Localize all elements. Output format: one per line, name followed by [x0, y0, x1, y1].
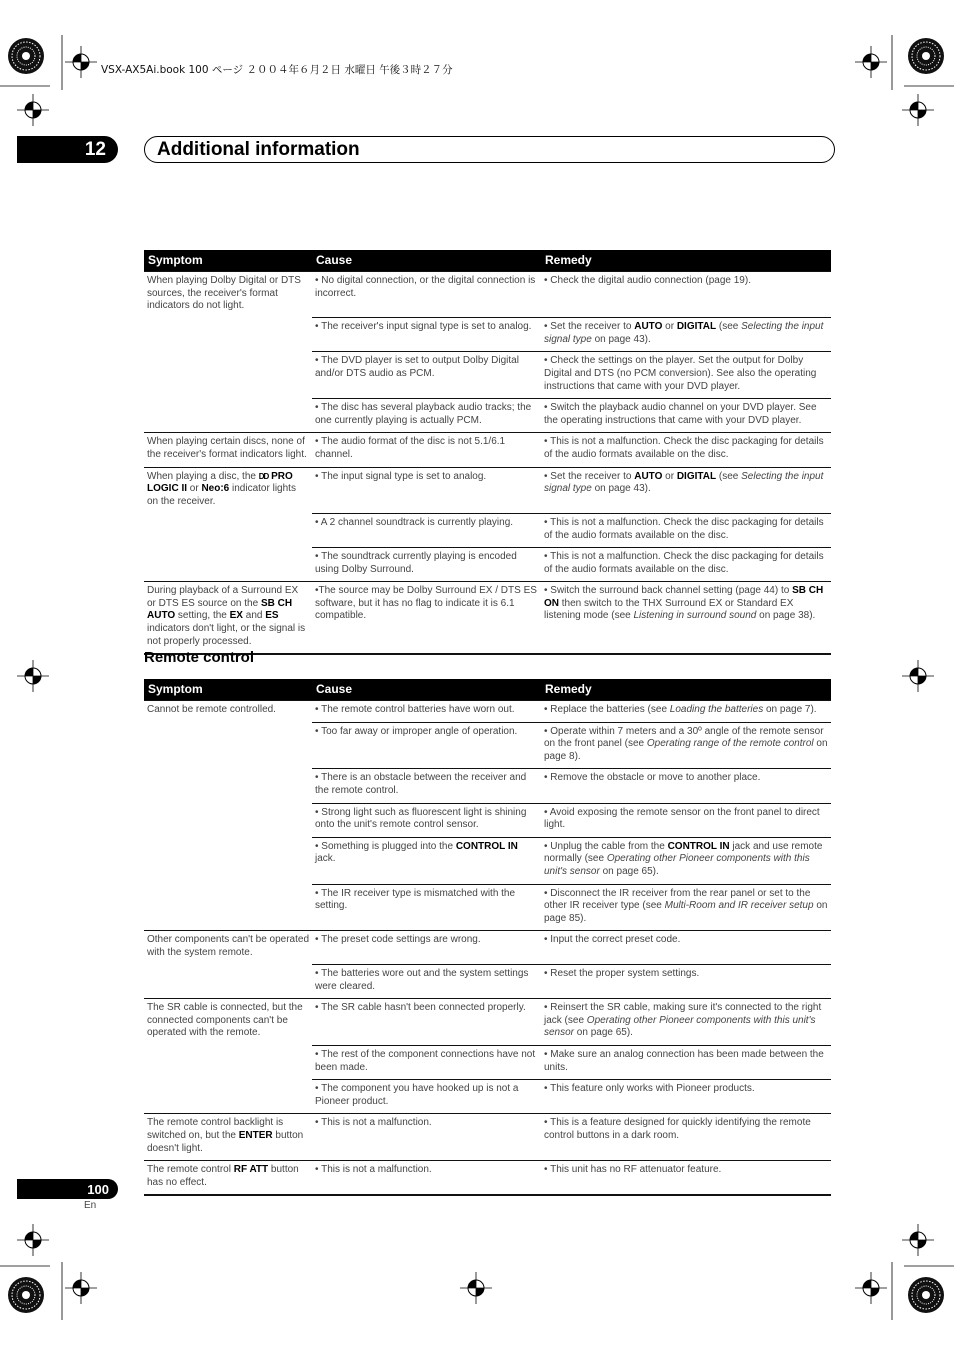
symptom-text: When playing certain discs, none of the receiver's format indicators light. — [147, 436, 307, 461]
registration-target-icon — [908, 1277, 944, 1313]
remedy-cell — [541, 399, 831, 433]
cause-text: • The IR receiver type is mismatched with the setting. — [315, 887, 516, 912]
remedy-text: on page 65). — [574, 1027, 633, 1039]
table-row — [144, 352, 831, 399]
cause-cell — [312, 769, 541, 803]
remedy-text: on page 65). — [599, 865, 659, 877]
cause-text: • The batteries wore out and the system settings were cleared. — [315, 968, 529, 992]
remedy-reference: Selecting the input signal type — [544, 321, 824, 345]
cause-cell — [312, 433, 541, 467]
remedy-reference: Operating other Pioneer components with this unit's sensor — [544, 1014, 816, 1039]
cause-cell — [312, 999, 541, 1046]
cause-text: • The input signal type is set to analog. — [315, 470, 487, 482]
print-header: VSX-AX5Ai.book 100 ページ ２００４年６月２日 水曜日 午後３時２７分 — [101, 64, 453, 76]
cause-cell — [312, 272, 541, 318]
remedy-text: • This is a feature designed for quickly identifying the remote control buttons in a dark room. — [544, 1117, 811, 1141]
crosshair-icon — [17, 1224, 49, 1256]
symptom-cell — [144, 433, 312, 467]
cause-cell — [312, 318, 541, 352]
crosshair-icon — [65, 46, 97, 78]
remedy-text: • Operate within 7 meters and a 30º angle of the remote sensor on the front panel (see — [544, 725, 824, 750]
remedy-text: • This feature only works with Pioneer products. — [544, 1083, 755, 1095]
remote-control-table — [144, 679, 831, 1196]
crosshair-icon — [902, 94, 934, 126]
header-remedy: Remedy — [541, 679, 831, 701]
remedy-text: on page 43). — [591, 333, 651, 345]
table-row — [144, 837, 831, 884]
remedy-keyword: AUTO — [634, 470, 663, 482]
remedy-keyword: CONTROL IN — [667, 840, 730, 852]
table-row — [144, 1114, 831, 1161]
cause-cell — [312, 722, 541, 769]
remedy-cell — [541, 548, 831, 582]
remedy-reference: Selecting the input signal type — [544, 470, 824, 495]
table-row — [144, 433, 831, 467]
table-row — [144, 467, 831, 513]
cause-cell — [312, 701, 541, 723]
symptom-cell — [144, 1114, 312, 1161]
cause-text: • Something is plugged into the — [315, 840, 456, 852]
remedy-text: • Check the settings on the player. Set the output for Dolby Digital and DTS (no PCM conversion). See also the operating instructions that came with your DVD player. — [544, 355, 817, 392]
crosshair-icon — [17, 660, 49, 692]
symptom-keyword: RF ATT — [233, 1164, 269, 1176]
remedy-cell — [541, 352, 831, 399]
remedy-keyword: SB CH ON — [544, 585, 824, 609]
symptom-keyword: ES — [265, 610, 279, 622]
cause-cell — [312, 399, 541, 433]
cause-text: • The preset code settings are wrong. — [315, 934, 481, 946]
cause-text: • This is not a malfunction. — [315, 1117, 432, 1129]
table-row — [144, 582, 831, 654]
table-row — [144, 965, 831, 999]
header-cause: Cause — [312, 250, 541, 272]
cause-cell — [312, 837, 541, 884]
table-row — [144, 931, 831, 965]
remedy-cell — [541, 884, 831, 931]
cause-cell — [312, 965, 541, 999]
crosshair-icon — [902, 1224, 934, 1256]
page-number: 100 — [17, 1179, 118, 1199]
language-label: En — [84, 1200, 97, 1211]
remedy-cell — [541, 931, 831, 965]
registration-target-icon — [8, 1277, 44, 1313]
remedy-text: • This unit has no RF attenuator feature. — [544, 1164, 722, 1176]
crosshair-icon — [855, 1272, 887, 1304]
symptom-text: setting, the — [175, 610, 230, 622]
symptom-text: When playing Dolby Digital or DTS sources, the receiver's format indicators do not light. — [147, 275, 301, 312]
symptom-text: indicator lights on the receiver. — [147, 483, 296, 507]
header-symptom: Symptom — [144, 679, 312, 701]
symptom-text: or — [187, 483, 202, 495]
remedy-text: • Input the correct preset code. — [544, 934, 681, 946]
remedy-text: • Disconnect the IR receiver from the rear panel or set to the other IR receiver type (see — [544, 887, 811, 912]
remedy-text: • Avoid exposing the remote sensor on the front panel to direct light. — [544, 806, 820, 831]
remedy-text: on page 43). — [591, 483, 651, 495]
crosshair-icon — [855, 46, 887, 78]
remedy-reference: Multi-Room and IR receiver setup — [664, 900, 814, 912]
remedy-cell — [541, 837, 831, 884]
cause-text: • There is an obstacle between the receiver and the remote control. — [315, 772, 527, 796]
symptom-keyword: Neo:6 — [201, 483, 230, 495]
remedy-text: (see — [716, 321, 742, 333]
remedy-keyword: DIGITAL — [676, 470, 717, 482]
cause-cell — [312, 931, 541, 965]
troubleshooting-table — [144, 250, 831, 655]
table-row — [144, 513, 831, 547]
cause-text: • The SR cable hasn't been connected properly. — [315, 1002, 526, 1014]
cause-cell — [312, 1080, 541, 1114]
remedy-keyword: AUTO — [634, 321, 663, 333]
table-row — [144, 769, 831, 803]
symptom-text: The remote control — [147, 1164, 234, 1176]
cause-cell — [312, 884, 541, 931]
symptom-text: Other components can't be operated with the system remote. — [147, 934, 310, 958]
cause-text: •The source may be Dolby Surround EX / DTS ES software, but it has no flag to indicate it is 6.1 compatible. — [315, 585, 537, 622]
table-row — [144, 272, 831, 318]
remedy-text: • Switch the playback audio channel on your DVD player. See the operating instructions that came with your DVD player. — [544, 402, 817, 426]
table-header-row — [144, 250, 831, 272]
remedy-text: or — [662, 470, 677, 482]
remedy-text: or — [662, 321, 677, 333]
cause-cell — [312, 352, 541, 399]
cause-text: • This is not a malfunction. — [315, 1164, 432, 1176]
remedy-text: • Reinsert the SR cable, making sure it's connected to the right jack (see — [544, 1002, 822, 1026]
crosshair-icon — [17, 94, 49, 126]
symptom-text: and — [242, 610, 266, 622]
remedy-reference: Operating other Pioneer components with this unit's sensor — [544, 853, 810, 877]
symptom-cell — [144, 931, 312, 965]
remedy-cell — [541, 467, 831, 513]
crosshair-icon — [460, 1272, 492, 1304]
remedy-cell — [541, 701, 831, 723]
remedy-text: • This is not a malfunction. Check the disc packaging for details of the audio formats available on the disc. — [544, 516, 824, 541]
cause-cell — [312, 1114, 541, 1161]
remedy-text: • Remove the obstacle or move to another place. — [544, 772, 761, 784]
symptom-text: When playing a disc, the — [147, 470, 259, 482]
cause-text: • The component you have hooked up is not a Pioneer product. — [315, 1083, 519, 1107]
header-remedy: Remedy — [541, 250, 831, 272]
symptom-text: Cannot be remote controlled. — [147, 704, 276, 715]
remedy-text: • This is not a malfunction. Check the disc packaging for details of the audio formats available on the disc. — [544, 551, 824, 575]
cause-text: • The disc has several playback audio tracks; the one currently playing is actually PCM. — [315, 402, 532, 426]
cause-text: • Too far away or improper angle of operation. — [315, 725, 518, 737]
remedy-cell — [541, 769, 831, 803]
table-row — [144, 399, 831, 433]
cause-text: • The receiver's input signal type is set to analog. — [315, 321, 532, 333]
remedy-cell — [541, 1114, 831, 1161]
cause-cell — [312, 467, 541, 513]
dolby-logo-icon: DD — [258, 471, 269, 481]
symptom-cell — [144, 999, 312, 1046]
remedy-cell — [541, 513, 831, 547]
remedy-cell — [541, 999, 831, 1046]
table-row — [144, 803, 831, 837]
symptom-cell — [144, 1161, 312, 1196]
crosshair-icon — [65, 1272, 97, 1304]
remedy-text: on page 85). — [544, 900, 828, 924]
remedy-text: jack and use remote normally (see — [544, 840, 823, 865]
remedy-text: • Unplug the cable from the — [544, 840, 668, 852]
table-row — [144, 1161, 831, 1196]
remedy-text: • This is not a malfunction. Check the disc packaging for details of the audio formats available on the disc. — [544, 436, 824, 461]
remedy-text: (see — [716, 470, 742, 482]
remedy-text: on page 38). — [756, 610, 816, 622]
remedy-text: on page 7). — [763, 704, 817, 715]
remedy-cell — [541, 1080, 831, 1114]
section-title-remote-control: Remote control — [144, 649, 255, 666]
symptom-cell — [144, 272, 312, 318]
symptom-cell — [144, 467, 312, 513]
symptom-keyword: PRO LOGIC II — [147, 470, 293, 495]
remedy-cell — [541, 803, 831, 837]
table-row — [144, 1080, 831, 1114]
cause-text: • The audio format of the disc is not 5.1/6.1 channel. — [315, 436, 506, 461]
symptom-cell — [144, 582, 312, 654]
remedy-text: on page 8). — [544, 738, 828, 762]
header-symptom: Symptom — [144, 250, 312, 272]
remedy-reference: Loading the batteries — [669, 704, 764, 715]
remedy-text: • Set the receiver to — [544, 470, 635, 482]
remedy-cell — [541, 433, 831, 467]
symptom-cell — [144, 701, 312, 723]
table-row — [144, 1045, 831, 1079]
remedy-keyword: DIGITAL — [676, 321, 717, 333]
table-row — [144, 722, 831, 769]
table-header-row — [144, 679, 831, 701]
remedy-text: • Replace the batteries (see — [544, 704, 670, 715]
remedy-text: • Check the digital audio connection (page 19). — [544, 275, 751, 286]
cause-cell — [312, 1161, 541, 1196]
cause-keyword: CONTROL IN — [455, 840, 518, 852]
symptom-keyword: ENTER — [238, 1129, 273, 1141]
chapter-title: Additional information — [144, 136, 835, 163]
chapter-number-badge: 12 — [17, 136, 118, 163]
table-row — [144, 884, 831, 931]
remedy-cell — [541, 318, 831, 352]
remedy-cell — [541, 965, 831, 999]
symptom-text: button doesn't light. — [147, 1129, 304, 1154]
cause-cell — [312, 1045, 541, 1079]
crosshair-icon — [902, 660, 934, 692]
header-cause: Cause — [312, 679, 541, 701]
table-row — [144, 318, 831, 352]
table-row — [144, 701, 831, 723]
remedy-text: • Switch the surround back channel setting (page 44) to — [544, 585, 793, 597]
cause-text: • The DVD player is set to output Dolby Digital and/or DTS audio as PCM. — [315, 355, 519, 380]
remedy-cell — [541, 1161, 831, 1196]
remedy-text: • Reset the proper system settings. — [544, 968, 700, 979]
remedy-text: • Make sure an analog connection has been made between the units. — [544, 1048, 824, 1073]
cause-text: jack. — [315, 853, 336, 865]
cause-text: • The rest of the component connections have not been made. — [315, 1048, 536, 1073]
remedy-reference: Operating range of the remote control — [646, 738, 814, 750]
symptom-text: button has no effect. — [147, 1164, 299, 1188]
cause-text: • A 2 channel soundtrack is currently playing. — [315, 516, 514, 528]
remedy-cell — [541, 272, 831, 318]
cause-cell — [312, 513, 541, 547]
cause-text: • No digital connection, or the digital connection is incorrect. — [315, 275, 536, 299]
remedy-cell — [541, 722, 831, 769]
cause-cell — [312, 582, 541, 654]
symptom-text: During playback of a Surround EX or DTS ES source on the — [147, 585, 299, 609]
cause-text: • The soundtrack currently playing is encoded using Dolby Surround. — [315, 551, 517, 575]
symptom-text: indicators don't light, or the signal is not properly processed. — [147, 623, 306, 647]
symptom-keyword: EX — [229, 610, 243, 622]
table-row — [144, 999, 831, 1046]
remedy-cell — [541, 1045, 831, 1079]
cause-cell — [312, 548, 541, 582]
registration-target-icon — [8, 38, 44, 74]
remedy-reference: Listening in surround sound — [633, 610, 757, 622]
symptom-text: The SR cable is connected, but the connected components can't be operated with the remote. — [147, 1002, 303, 1039]
remedy-text: then switch to the THX Surround EX or Standard EX listening mode (see — [544, 597, 794, 622]
remedy-text: • Set the receiver to — [544, 321, 635, 333]
symptom-keyword: SB CH AUTO — [147, 597, 293, 622]
registration-target-icon — [908, 38, 944, 74]
cause-text: • The remote control batteries have worn out. — [315, 704, 515, 715]
cause-cell — [312, 803, 541, 837]
remedy-cell — [541, 582, 831, 654]
cause-text: • Strong light such as fluorescent light is shining onto the unit's remote control sensor. — [315, 806, 527, 831]
table-row — [144, 548, 831, 582]
symptom-text: The remote control backlight is switched on, but the — [147, 1117, 284, 1141]
